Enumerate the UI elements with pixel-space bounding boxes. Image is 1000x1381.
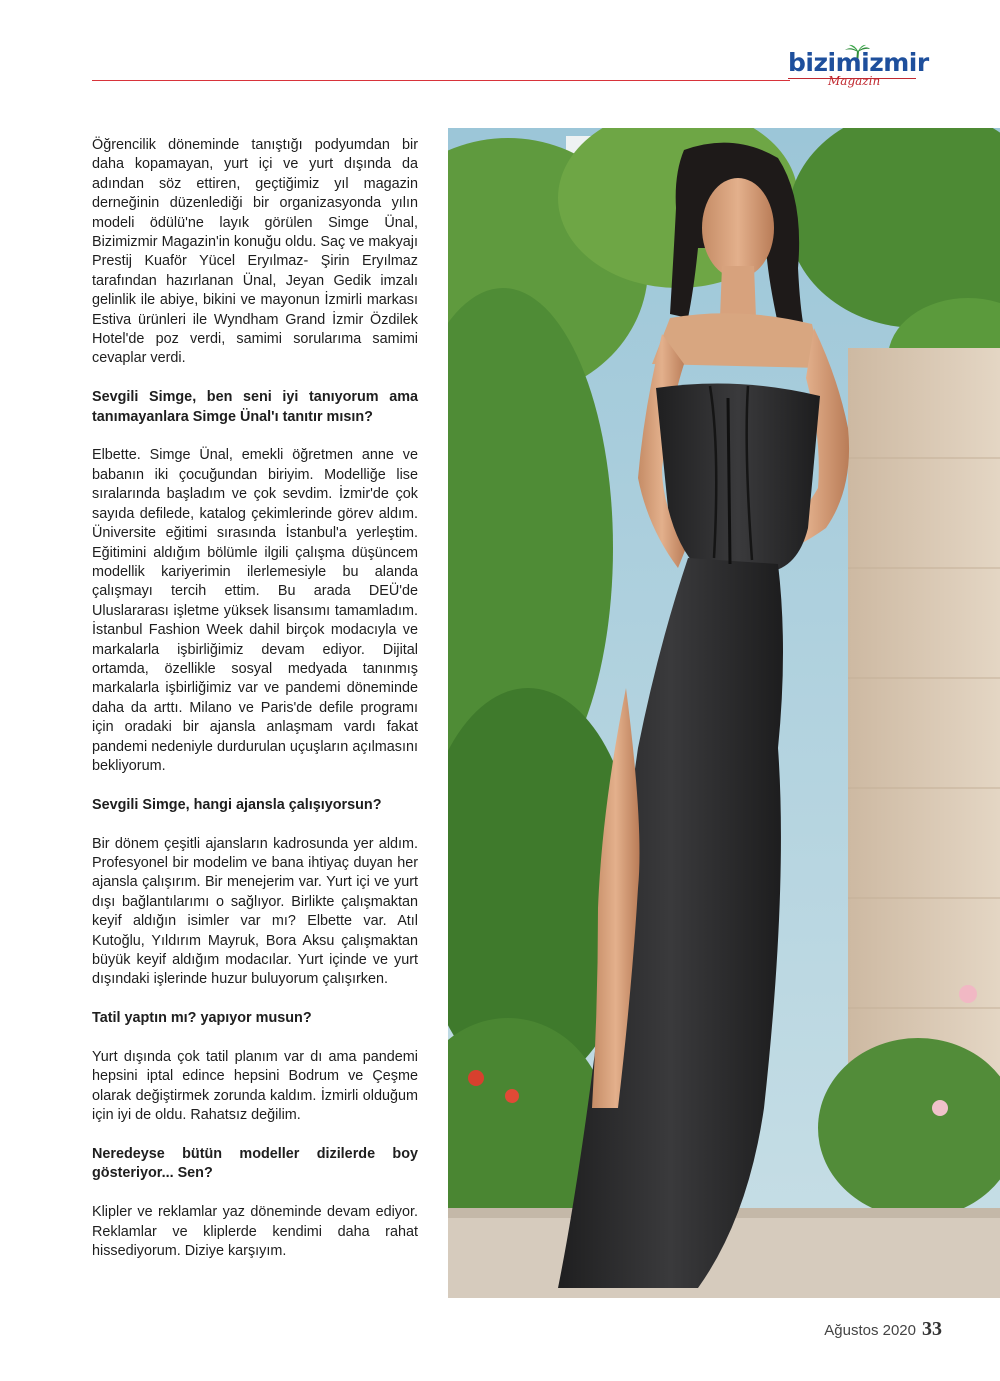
interview-question: Sevgili Simge, ben seni iyi tanıyorum ama tanımayanlara Simge Ünal'ı tanıtır mısın? — [92, 389, 418, 425]
issue-date: Ağustos 2020 — [824, 1322, 916, 1339]
model-photo — [448, 128, 1000, 1298]
logo-subtitle: Magazin — [828, 74, 881, 88]
article-body — [92, 136, 418, 1281]
brand-logo — [788, 44, 928, 96]
photo-illustration — [448, 128, 1000, 1298]
page-footer — [824, 1318, 942, 1341]
logo-name-part1: bizim — [788, 48, 862, 77]
interview-question: Neredeyse bütün modeller dizilerde boy gösteriyor... Sen? — [92, 1146, 418, 1182]
page-number: 33 — [922, 1318, 942, 1340]
logo-name-part2: izmir — [861, 48, 929, 77]
article-paragraph: Elbette. Simge Ünal, emekli öğretmen anne ve babanın iki çocuğundan biriyim. Modelliğe lise sıralarında başladım ve çok sevdim. İzmir'de çok sayıda defilede, katalog çekimlerinde görev aldım. Üniversite eğitimi sırasında İstanbul'a yerleştim. Eğitimini aldığım bölümle ilgili çalışma düşüncem modellik kariyerimin ilerlemesiyle bu alanda çalışmayı tercih ettim. Bu arada DEÜ'de Uluslararası işletme yüksek lisansımı tamamladım. İstanbul Fashion Week dahil birçok modacıyla ve markalarla işbirliğimiz devam ediyor. Dijital ortamda, özellikle sosyal medyada tanınmış markalarla işbirliğimiz var ve pandemi döneminde daha da arttı. Milano ve Paris'de defile programı için oradaki bir ajansla anlaşmam vardı fakat pandemi nedeniyle durdurulan uçuşların açılmasını bekliyorum. — [92, 447, 418, 774]
interview-question: Sevgili Simge, hangi ajansla çalışıyorsun? — [92, 796, 382, 813]
interview-question: Tatil yaptın mı? yapıyor musun? — [92, 1010, 312, 1027]
article-paragraph: Bir dönem çeşitli ajansların kadrosunda yer aldım. Profesyonel bir modelim ve bana ihtiyaç duyan her ajansla çalışırım. Bir menejerim var. Yurt içi ve yurt dışı bağlantılarımı o sağlıyor. Birlikte çalışmaktan keyif aldığın isimler var mı? Elbette var. Atıl Kutoğlu, Yıldırım Mayruk, Bora Aksu çalışmaktan büyük keyif aldığım modacılar. Yurt içinde ve yurt dışındaki işlerinde huzur buluyorum çalışırken. — [92, 835, 418, 988]
article-paragraph: Klipler ve reklamlar yaz döneminde devam ediyor. Reklamlar ve kliplerde kendimi daha rahat hissediyorum. Diziye karşıyım. — [92, 1204, 418, 1260]
article-paragraph: Yurt dışında çok tatil planım var dı ama pandemi hepsini iptal edince hepsini Bodrum ve Çeşme olarak değiştirmek zorunda kaldım. İzmirli olduğum için iyi de oldu. Rahatsız değilim. — [92, 1049, 418, 1124]
header-rule — [92, 80, 790, 81]
article-paragraph: Öğrencilik döneminde tanıştığı podyumdan bir daha kopamayan, yurt içi ve yurt dışında da adından söz ettiren, geçtiğimiz yıl magazin derneğinin düzenlediği bir organizasyonda yılın modeli ödülü'ne layık görülen Simge Ünal, Bizimizmir Magazin'in konuğu oldu. Saç ve makyajı Prestij Kuaför Yücel Eryılmaz- Şirin Eryılmaz tarafından hazırlanan Ünal, Jeyan Gedik imzalı gelinlik ile abiye, bikini ve mayonun İzmirli markası Estiva ürünleri ile Wyndham Grand İzmir Özdilek Hotel'de poz verdi, samimi sorularıma samimi cevaplar verdi. — [92, 137, 418, 367]
